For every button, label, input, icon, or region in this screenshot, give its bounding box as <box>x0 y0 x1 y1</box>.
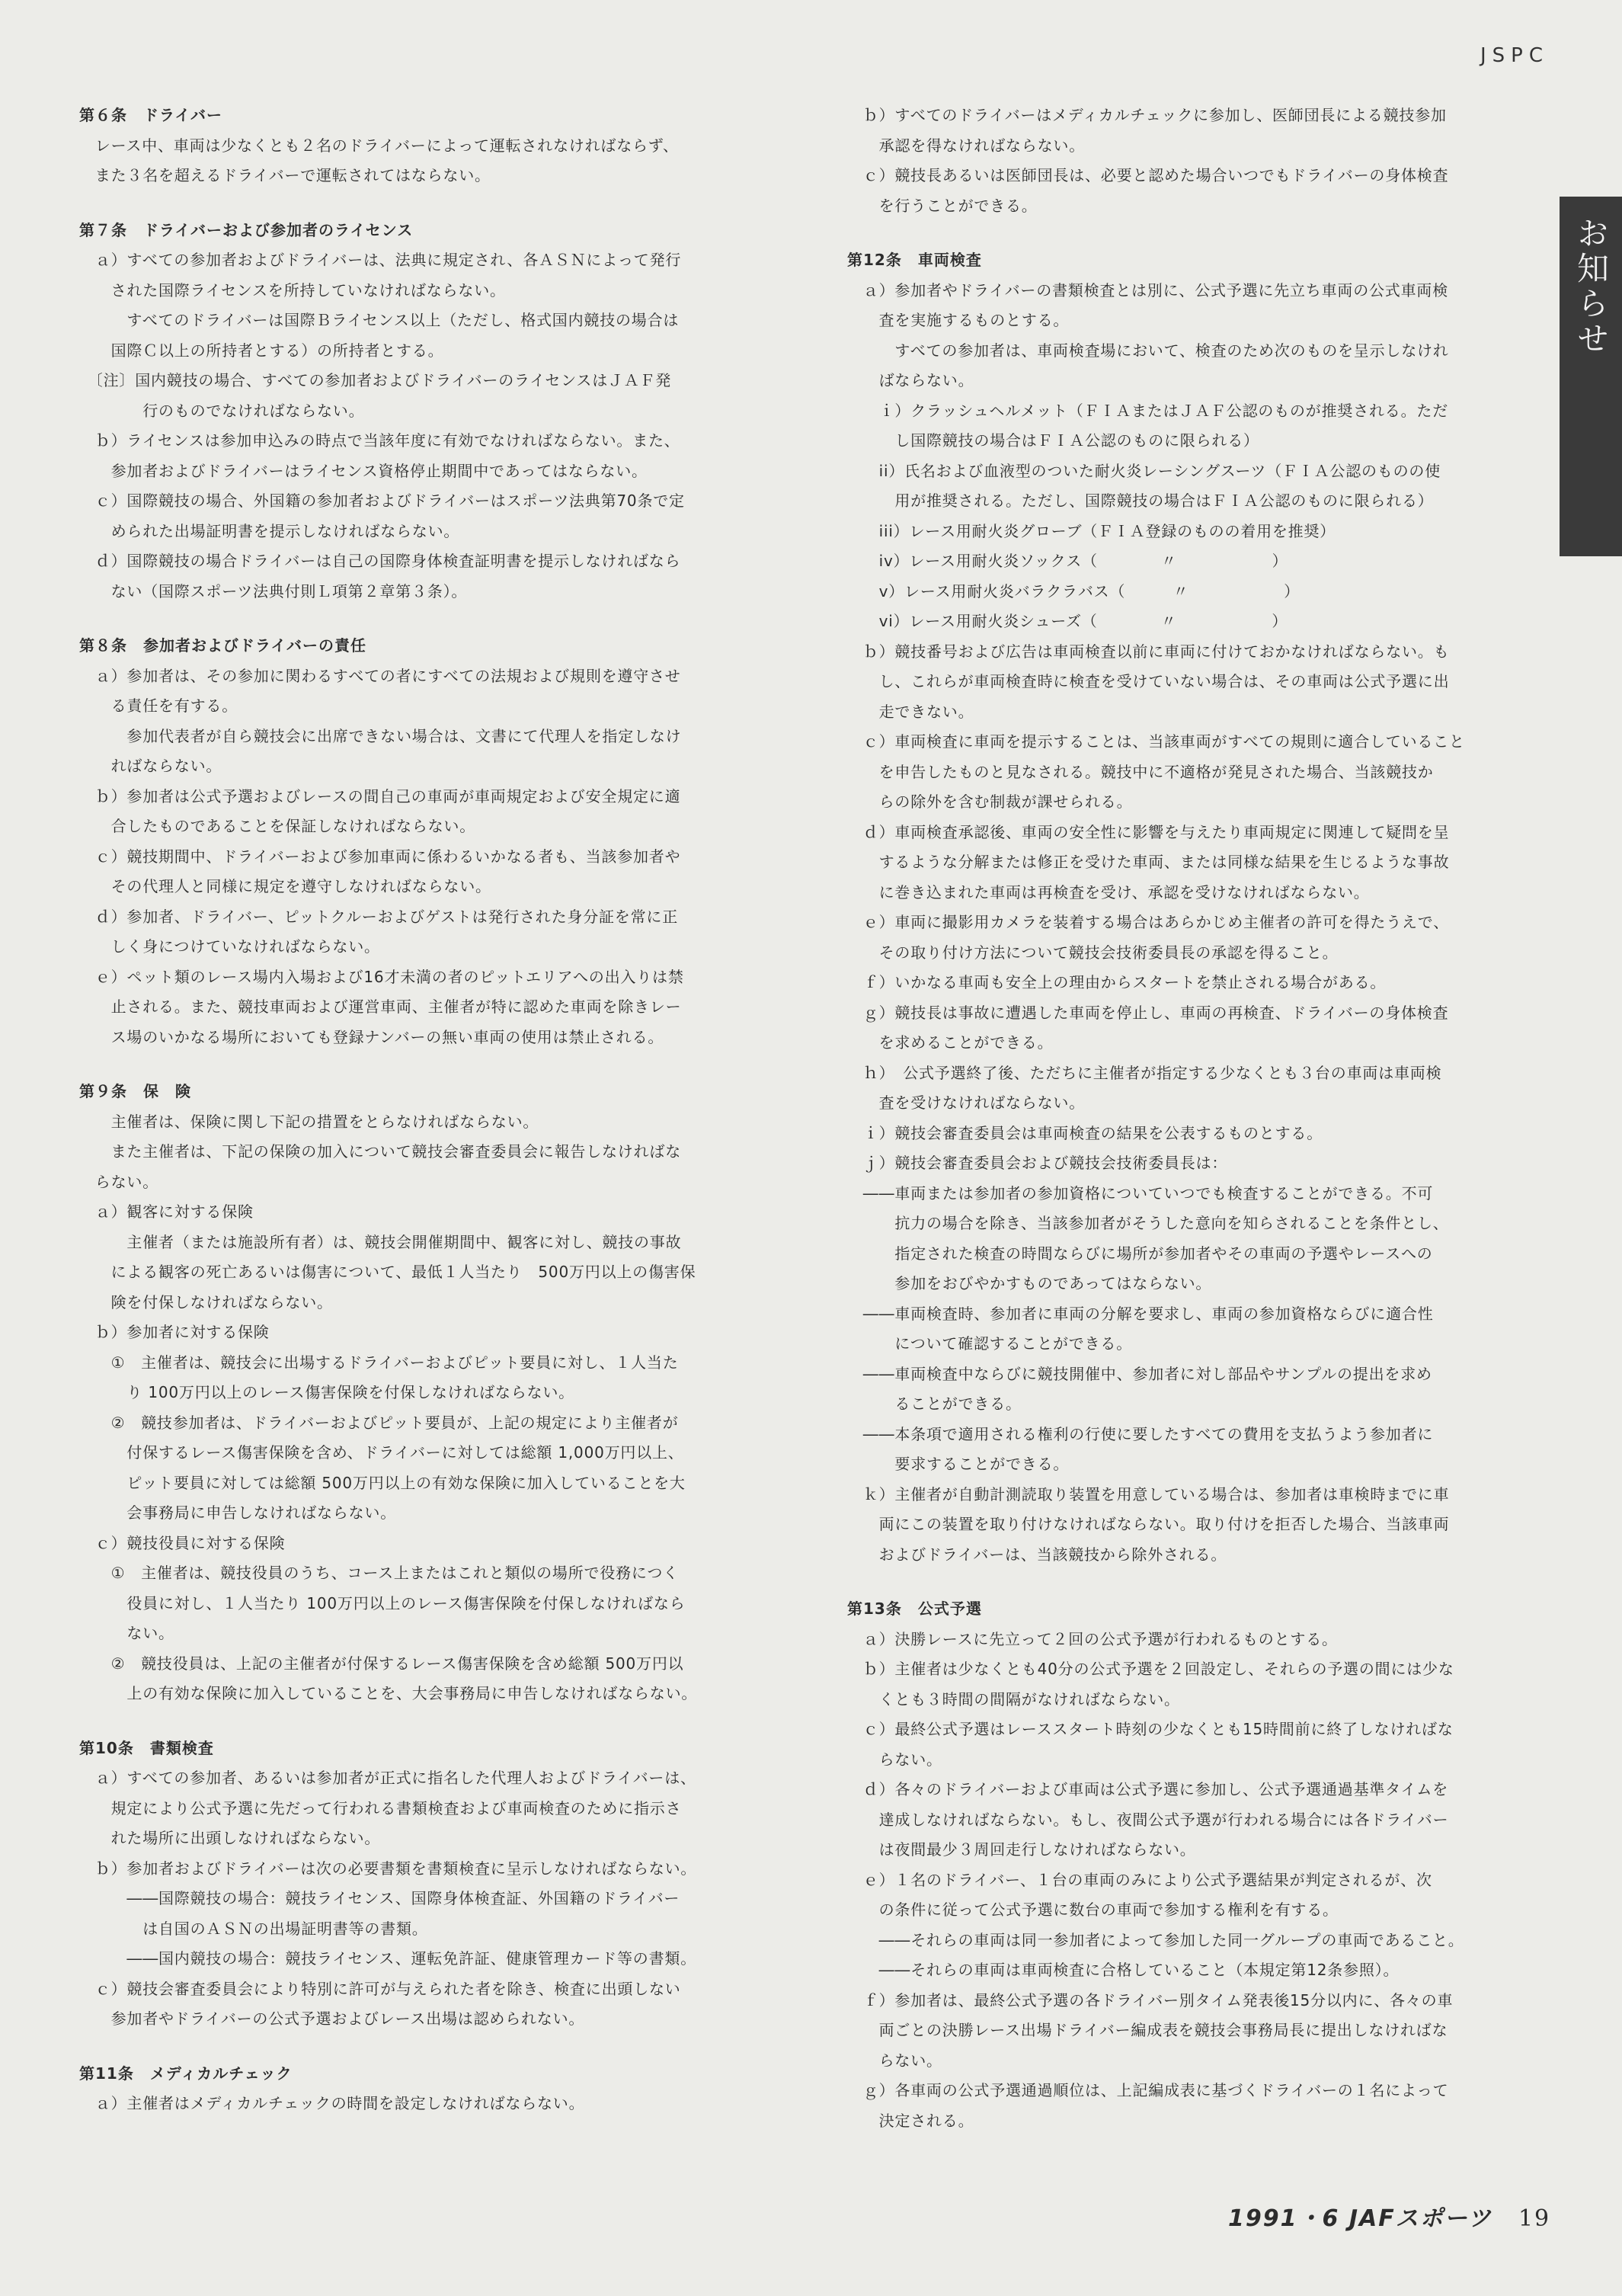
article-line: 両ごとの決勝レース出場ドライバー編成表を競技会事務局長に提出しなければな <box>847 2021 1448 2039</box>
article-line: ――それらの車両は車両検査に合格していること（本規定第12条参照）。 <box>847 1961 1400 1979</box>
article-line: ｅ）ペット類のレース場内入場および16才未満の者のピットエリアへの出入りは禁 <box>79 967 684 986</box>
notice-side-tab <box>1560 197 1622 556</box>
article-line: された国際ライセンスを所持していなければならない。 <box>79 280 506 299</box>
article-line: ａ）参加者は、その参加に関わるすべての者にすべての法規および規則を遵守させ <box>79 666 681 685</box>
article-line: ｇ）各車両の公式予選通過順位は、上記編成表に基づくドライバーの１名によって <box>847 2081 1449 2099</box>
article-line: れた場所に出頭しなければならない。 <box>79 1829 381 1847</box>
article-line: ｈ） 公式予選終了後、ただちに主催者が指定する少なくとも３台の車両は車両検 <box>847 1063 1442 1082</box>
article <box>79 1077 748 1709</box>
article <box>79 631 748 1052</box>
article-title: 第７条 ドライバーおよび参加者のライセンス <box>79 220 414 239</box>
article-line: 会事務局に申告しなければならない。 <box>79 1503 396 1522</box>
article-line: 査を受けなければならない。 <box>847 1094 1085 1112</box>
article-line: v）レース用耐火炎バラクラバス（ 〃 ） <box>847 581 1300 600</box>
article-line: するような分解または修正を受けた車両、または同様な結果を生じるような事故 <box>847 853 1450 871</box>
article-line: ――国際競技の場合：競技ライセンス、国際身体検査証、外国籍のドライバー <box>79 1889 680 1907</box>
article-line: ｄ）車両検査承認後、車両の安全性に影響を与えたり車両規定に関連して疑問を呈 <box>847 822 1450 841</box>
article-line: 指定された検査の時間ならびに場所が参加者やその車両の予選やレースへの <box>847 1244 1433 1263</box>
article-line: し、これらが車両検査時に検査を受けていない場合は、その車両は公式予選に出 <box>847 672 1450 690</box>
article-line: 要求することができる。 <box>847 1455 1070 1473</box>
article-line: 止される。また、競技車両および運営車両、主催者が特に認めた車両を除きレー <box>79 997 682 1016</box>
article-line: ａ）すべての参加者およびドライバーは、法典に規定され、各ＡＳＮによって発行 <box>79 251 682 269</box>
article-line: ればならない。 <box>79 757 222 775</box>
article-line: ｂ）参加者は公式予選およびレースの間自己の車両が車両規定および安全規定に適 <box>79 786 681 805</box>
article-line: すべての参加者は、車両検査場において、検査のため次のものを呈示しなけれ <box>847 341 1449 360</box>
page-number: 19 <box>1518 2205 1551 2232</box>
article-line: ② 競技役員は、上記の主催者が付保するレース傷害保険を含め総額 500万円以 <box>79 1654 684 1673</box>
article-line: ａ）主催者はメディカルチェックの時間を設定しなければならない。 <box>79 2094 585 2112</box>
article <box>79 101 748 191</box>
article-line: 参加代表者が自ら競技会に出席できない場合は、文書にて代理人を指定しなけ <box>79 726 682 745</box>
article-line: 用が推奨される。ただし、国際競技の場合はＦＩＡ公認のものに限られる） <box>847 492 1434 510</box>
article-line: ｃ）最終公式予選はレーススタート時刻の少なくとも15時間前に終了しなければな <box>847 1720 1454 1738</box>
article-line: の条件に従って公式予選に数台の車両で参加する権利を有する。 <box>847 1901 1339 1919</box>
left-column <box>79 101 748 2144</box>
article-line: について確認することができる。 <box>847 1334 1132 1353</box>
article-line: 参加者およびドライバーはライセンス資格停止期間中であってはならない。 <box>79 461 648 480</box>
article-line: ｃ）競技役員に対する保険 <box>79 1533 286 1552</box>
article-line: くとも３時間の間隔がなければならない。 <box>847 1689 1180 1708</box>
article-line: 主催者は、保険に関し下記の措置をとらなければならない。 <box>79 1112 539 1131</box>
article-line: 参加をおびやかすものであってはならない。 <box>847 1274 1212 1292</box>
article-line: ｃ）国際競技の場合、外国籍の参加者およびドライバーはスポーツ法典第70条で定 <box>79 492 685 510</box>
article-line: ① 主催者は、競技役員のうち、コース上またはこれと類似の場所で役務につく <box>79 1564 679 1582</box>
article-line: ――車両検査時、参加者に車両の分解を要求し、車両の参加資格ならびに適合性 <box>847 1304 1434 1323</box>
article-line: らない。 <box>79 1172 158 1191</box>
article-line: 走できない。 <box>847 702 974 721</box>
article-line: ① 主催者は、競技会に出場するドライバーおよびピット要員に対し、１人当た <box>79 1353 679 1372</box>
article-line: 決定される。 <box>847 2111 974 2130</box>
article-title: 第10条 書類検査 <box>79 1738 214 1757</box>
article-line: ない（国際スポーツ法典付則Ｌ項第２章第３条）。 <box>79 581 468 600</box>
footer-magazine: JAFスポーツ <box>1348 2205 1492 2232</box>
article-line: ばならない。 <box>847 371 974 389</box>
article-line: 承認を得なければならない。 <box>847 136 1085 155</box>
header-code: JSPC <box>1480 44 1549 67</box>
article-line: る責任を有する。 <box>79 696 238 715</box>
article-line: しく身につけていなければならない。 <box>79 937 380 956</box>
article-line: ａ）決勝レースに先立って２回の公式予選が行われるものとする。 <box>847 1629 1338 1648</box>
article-line: 規定により公式予選に先だって行われる書類検査および車両検査のために指示さ <box>79 1798 682 1817</box>
article <box>79 1734 748 2035</box>
article-line: また３名を超えるドライバーで運転されてはならない。 <box>79 166 491 184</box>
article-line: ② 競技参加者は、ドライバーおよびピット要員が、上記の規定により主催者が <box>79 1413 679 1432</box>
right-column <box>847 101 1518 2160</box>
article-line: らない。 <box>847 1750 942 1769</box>
article-line: を申告したものと見なされる。競技中に不適格が発見された場合、当該競技か <box>847 762 1434 781</box>
article-line: ス場のいかなる場所においても登録ナンバーの無い車両の使用は禁止される。 <box>79 1027 664 1046</box>
article-line: 参加者やドライバーの公式予選およびレース出場は認められない。 <box>79 2009 585 2028</box>
article-line: ｅ）車両に撮影用カメラを装着する場合はあらかじめ主催者の許可を得たうえで、 <box>847 913 1449 931</box>
article-line: ｃ）競技期間中、ドライバーおよび参加車両に係わるいかなる者も、当該参加者や <box>79 847 681 866</box>
article <box>79 216 748 607</box>
article-line: ｄ）参加者、ドライバー、ピットクルーおよびゲストは発行された身分証を常に正 <box>79 907 678 926</box>
article-line: による観客の死亡あるいは傷害について、最低１人当たり 500万円以上の傷害保 <box>79 1263 696 1281</box>
article-title: 第６条 ドライバー <box>79 106 222 124</box>
article-line: その取り付け方法について競技会技術委員長の承認を得ること。 <box>847 943 1339 962</box>
article <box>847 101 1518 221</box>
article-line: その代理人と同様に規定を遵守しなければならない。 <box>79 877 491 895</box>
article-line: 抗力の場合を除き、当該参加者がそうした意向を知らされることを条件とし、 <box>847 1214 1449 1232</box>
article-title: 第８条 参加者およびドライバーの責任 <box>79 636 366 655</box>
article-line: 険を付保しなければならない。 <box>79 1292 333 1311</box>
article-line: ｃ）競技長あるいは医師団長は、必要と認めた場合いつでもドライバーの身体検査 <box>847 166 1449 184</box>
article-line: ｂ）参加者に対する保険 <box>79 1323 270 1341</box>
article-line: また主催者は、下記の保険の加入について競技会審査委員会に報告しなければな <box>79 1142 681 1161</box>
side-tab-label: お知らせ <box>1572 216 1610 357</box>
footer-issue: 1991・6 <box>1228 2205 1340 2232</box>
article-line: ｂ）すべてのドライバーはメディカルチェックに参加し、医師団長による競技参加 <box>847 106 1447 124</box>
article-line: ｉ）競技会審査委員会は車両検査の結果を公表するものとする。 <box>847 1123 1323 1142</box>
article-title: 第13条 公式予選 <box>847 1600 982 1618</box>
article-line: 〔注〕国内競技の場合、すべての参加者およびドライバーのライセンスはＪＡＦ発 <box>79 371 672 389</box>
article-line: ない。 <box>79 1624 174 1642</box>
article-line: ――本条項で適用される権利の行使に要したすべての費用を支払うよう参加者に <box>847 1424 1434 1443</box>
article-line: し国際競技の場合はＦＩＡ公認のものに限られる） <box>847 431 1259 450</box>
article-title: 第12条 車両検査 <box>847 251 982 269</box>
article-line: を求めることができる。 <box>847 1033 1054 1052</box>
article-line: ｂ）ライセンスは参加申込みの時点で当該年度に有効でなければならない。また、 <box>79 431 680 450</box>
article-line: ｂ）競技番号および広告は車両検査以前に車両に付けておかなければならない。も <box>847 642 1450 661</box>
article-line: ｊ）競技会審査委員会および競技会技術委員長は： <box>847 1154 1228 1172</box>
article-line: ｂ）参加者およびドライバーは次の必要書類を書類検査に呈示しなければならない。 <box>79 1859 697 1878</box>
article-line: 達成しなければならない。もし、夜間公式予選が行われる場合には各ドライバー <box>847 1810 1449 1829</box>
article-line: に巻き込まれた車両は再検査を受け、承認を受けなければならない。 <box>847 882 1370 901</box>
article-line: ることができる。 <box>847 1395 1022 1413</box>
article-line: ｆ）いかなる車両も安全上の理由からスタートを禁止される場合がある。 <box>847 973 1387 991</box>
article-title: 第９条 保 険 <box>79 1082 191 1100</box>
article-line: らの除外を含む制裁が課せられる。 <box>847 793 1133 811</box>
article <box>847 245 1518 1570</box>
article-line: 国際Ｃ以上の所持者とする）の所持者とする。 <box>79 341 444 360</box>
page-footer <box>1228 2199 1550 2233</box>
article-line: ａ）すべての参加者、あるいは参加者が正式に指名した代理人およびドライバーは、 <box>79 1769 696 1787</box>
article-line: ――それらの車両は同一参加者によって参加した同一グループの車両であること。 <box>847 1930 1464 1949</box>
article-line: ピット要員に対しては総額 500万円以上の有効な保険に加入していることを大 <box>79 1473 686 1492</box>
article-line: 行のものでなければならない。 <box>79 401 365 420</box>
article-line: り 100万円以上のレース傷害保険を付保しなければならない。 <box>79 1383 574 1401</box>
article-line: ｇ）競技長は事故に遭遇した車両を停止し、車両の再検査、ドライバーの身体検査 <box>847 1003 1449 1022</box>
article-line: レース中、車両は少なくとも２名のドライバーによって運転されなければならず、 <box>79 136 679 155</box>
article-line: ｂ）主催者は少なくとも40分の公式予選を２回設定し、それらの予選の間には少な <box>847 1660 1454 1678</box>
article-line: 合したものであることを保証しなければならない。 <box>79 817 475 835</box>
article-line: およびドライバーは、当該競技から除外される。 <box>847 1545 1227 1564</box>
article-line: ｄ）各々のドライバーおよび車両は公式予選に参加し、公式予選通過基準タイムを <box>847 1780 1448 1798</box>
article-line: iii）レース用耐火炎グローブ（ＦＩＡ登録のものの着用を推奨） <box>847 521 1336 540</box>
article-line: ａ）参加者やドライバーの書類検査とは別に、公式予選に先立ち車両の公式車両検 <box>847 280 1448 299</box>
article-line: められた出場証明書を提示しなければならない。 <box>79 521 460 540</box>
article-line: ａ）観客に対する保険 <box>79 1202 254 1221</box>
article-line: ｆ）参加者は、最終公式予選の各ドライバー別タイム発表後15分以内に、各々の車 <box>847 1990 1454 2009</box>
article-line: らない。 <box>847 2051 942 2070</box>
article-line: ｋ）主催者が自動計測読取り装置を用意している場合は、参加者は車検時までに車 <box>847 1484 1450 1503</box>
article-line: ｃ）競技会審査委員会により特別に許可が与えられた者を除き、検査に出頭しない <box>79 1979 681 1998</box>
article-line: ｄ）国際競技の場合ドライバーは自己の国際身体検査証明書を提示しなければなら <box>79 552 681 570</box>
article-line: ii）氏名および血液型のついた耐火炎レーシングスーツ（ＦＩＡ公認のものの使 <box>847 461 1441 480</box>
article-line: 査を実施するものとする。 <box>847 311 1070 329</box>
article-line: 両にこの装置を取り付けなければならない。取り付けを拒否した場合、当該車両 <box>847 1515 1450 1533</box>
article-title: 第11条 メディカルチェック <box>79 2064 293 2083</box>
article-line: を行うことができる。 <box>847 196 1038 215</box>
article-line: 主催者（または施設所有者）は、競技会開催期間中、観客に対し、競技の事故 <box>79 1232 682 1251</box>
article-line: 役員に対し、１人当たり 100万円以上のレース傷害保険を付保しなければなら <box>79 1593 686 1612</box>
article-line: 上の有効な保険に加入していることを、大会事務局に申告しなければならない。 <box>79 1684 698 1702</box>
article-line: iv）レース用耐火炎ソックス（ 〃 ） <box>847 552 1288 570</box>
article <box>847 1594 1518 2136</box>
article <box>79 2059 748 2119</box>
article-line: ｉ）クラッシュヘルメット（ＦＩＡまたはＪＡＦ公認のものが推奨される。ただ <box>847 401 1448 420</box>
article-line: すべてのドライバーは国際Ｂライセンス以上（ただし、格式国内競技の場合は <box>79 311 680 329</box>
article-line: ――車両または参加者の参加資格についていつでも検査することができる。不可 <box>847 1183 1434 1202</box>
article-line: 付保するレース傷害保険を含め、ドライバーに対しては総額 1,000万円以上、 <box>79 1443 684 1462</box>
article-line: vi）レース用耐火炎シューズ（ 〃 ） <box>847 612 1288 630</box>
article-line: は自国のＡＳＮの出場証明書等の書類。 <box>79 1919 428 1938</box>
article-line: は夜間最少３周回走行しなければならない。 <box>847 1840 1196 1859</box>
article-line: ――車両検査中ならびに競技開催中、参加者に対し部品やサンプルの提出を求め <box>847 1364 1432 1383</box>
article-line: ｃ）車両検査に車両を提示することは、当該車両がすべての規則に適合していること <box>847 732 1465 751</box>
article-line: ――国内競技の場合：競技ライセンス、運転免許証、健康管理カード等の書類。 <box>79 1949 696 1968</box>
article-line: ｅ）１名のドライバー、１台の車両のみにより公式予選結果が判定されるが、次 <box>847 1870 1432 1889</box>
